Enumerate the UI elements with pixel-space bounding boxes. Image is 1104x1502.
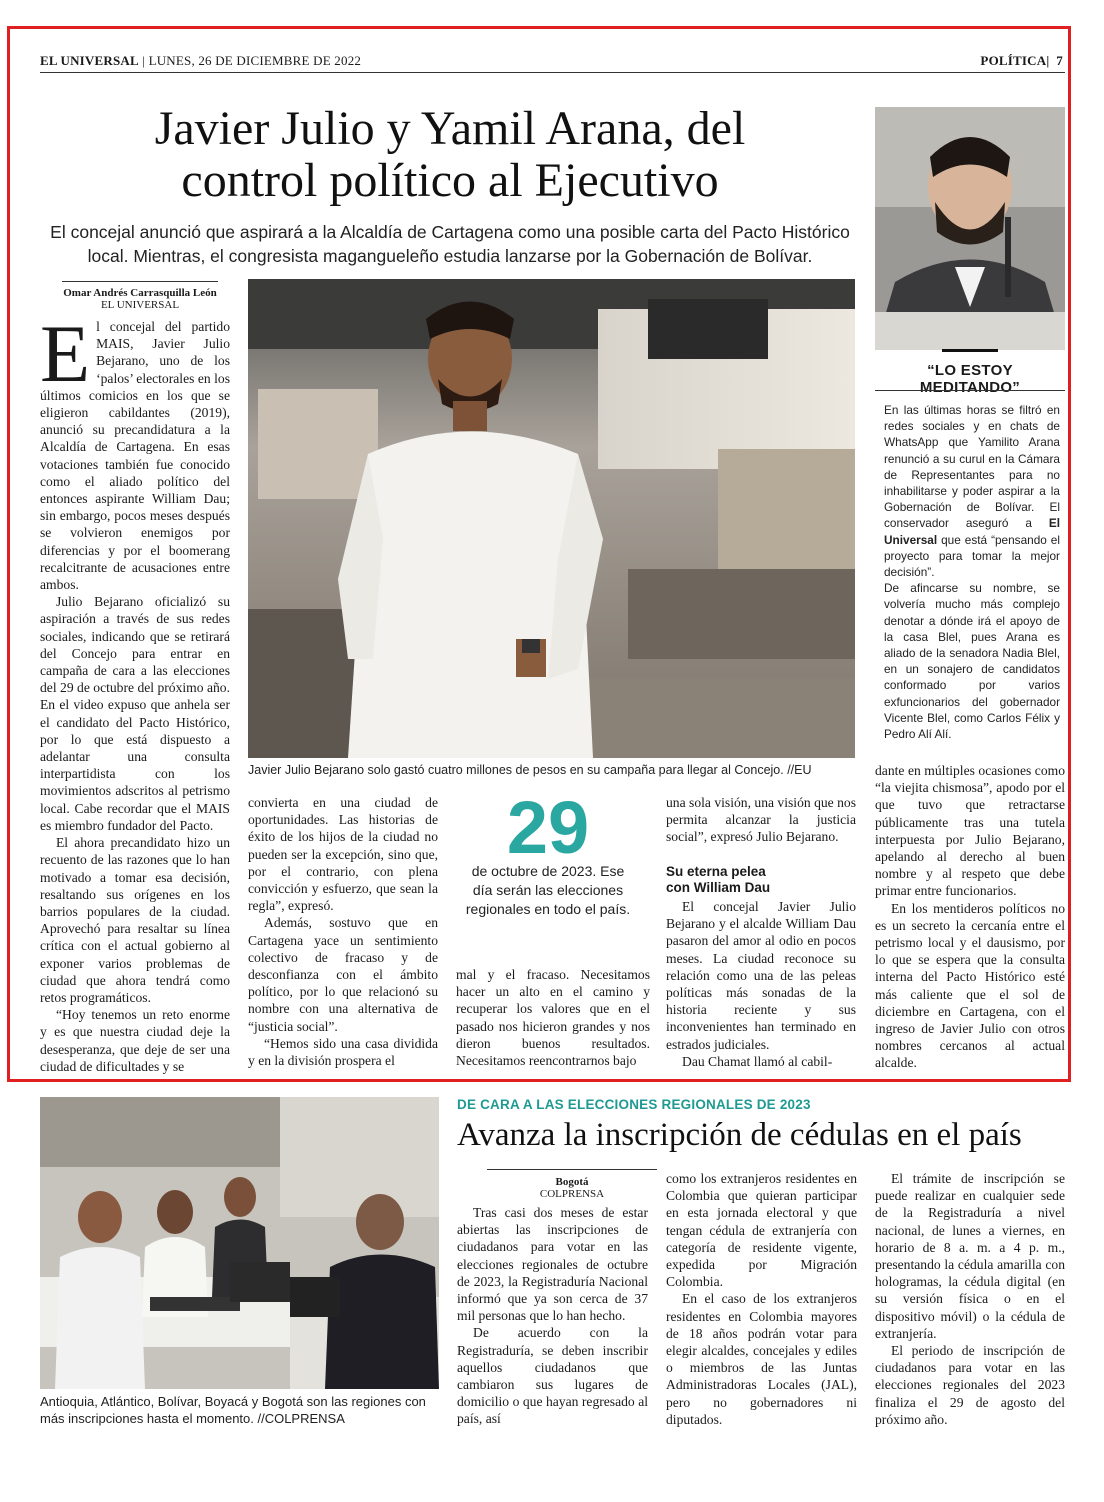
main-headline <box>40 103 860 207</box>
dropcap: E <box>40 308 91 399</box>
sidebar-paragraph-1a: En las últimas horas se filtró en redes sociales y en chats de WhatsApp que Yamilito Arana renunció a su curul en la Cámara de Representantes para no inhabilitarse y poder aspirar a la Gobernación de Bolívar. El conservador aseguró a <box>884 403 1060 531</box>
second-kicker: DE CARA A LAS ELECCIONES REGIONALES DE 2023 <box>457 1097 811 1112</box>
col5-paragraph-2: En los mentideros políticos no es un secreto la cercanía entre el petrismo local y el dausismo, por lo que se espera que la consulta interna del Pacto Histórico esté más caliente que el sol de diciembre en Cartagena, con el ingreso de Javier Julio con otros nombres cercanos al actual alcalde. <box>875 900 1065 1071</box>
author-outlet: EL UNIVERSAL <box>100 299 180 311</box>
second-byline-rule <box>487 1169 657 1170</box>
col3-paragraph-1: mal y el fracaso. Necesitamos hacer un alto en el camino y recuperar los valores que en el pasado nos hicieron grandes y nos dieron buenos resultados. Necesitamos reencontrarnos bajo <box>456 967 650 1069</box>
subhead-line-1: Su eterna pelea <box>666 864 766 879</box>
col5-paragraph-1: dante en múltiples ocasiones como “la viejita chismosa”, apodo por el que tuvo que retractarse públicamente tras una tutela interpuesta por Julio Bejarano, apelando al derecho al buen nombre y al respeto que debe primar entre funcionarios. <box>875 763 1065 899</box>
col1-paragraph-3: El ahora precandidato hizo un recuento de las razones que lo han motivado a tomar esa decisión, resaltando sus orígenes en los barrios populares de la ciudad. Aprovechó para resaltar su línea crítica con el actual gobierno al exponer varios problemas de ciudad que ahora tendrá como retos programáticos. <box>40 835 230 1005</box>
second-headline: Avanza la inscripción de cédulas en el país <box>457 1117 1022 1153</box>
second-photo <box>40 1097 439 1389</box>
main-photo-caption: Javier Julio Bejarano solo gastó cuatro millones de pesos en su campaña para llegar al Concejo. //EU <box>248 763 812 777</box>
sidebar-body <box>884 402 1060 742</box>
folio-rule <box>40 72 1065 73</box>
subhead <box>666 864 856 896</box>
main-photo <box>248 279 855 758</box>
col4-paragraph-1: El concejal Javier Julio Bejarano y el alcalde William Dau pasaron del amor al odio en pocos meses. La ciudad reconoce su relación como una de las peleas políticas más sonadas de la historia reciente y sus inconvenientes han terminado en estrados judiciales. <box>666 899 856 1052</box>
section-name: POLÍTICA <box>980 53 1047 68</box>
second-column-3 <box>875 1170 1065 1428</box>
sidebar-title: “LO ESTOY MEDITANDO” <box>919 362 1021 396</box>
second-col2-paragraph-1: como los extranjeros residentes en Colombia que quieran participar en esta jornada electoral y que tengan cédula de extranjería con categoría de residente vigente, expedida por Migración Colombia. <box>666 1171 857 1290</box>
second-col3-paragraph-1: El trámite de inscripción se puede realizar en cualquier sede de la Registraduría a nivel nacional, de lunes a viernes, en horario de 8 a. m. a 4 p. m., presentando la cédula amarilla con hologramas, la cédula digital (en su versión física o en el dispositivo móvil) o la cédula de extranjería. <box>875 1171 1065 1341</box>
second-col1-paragraph-1: Tras casi dos meses de estar abiertas las inscripciones de ciudadanos para votar en las elecciones regionales de octubre de 2023, la Registraduría Nacional informó que ya son cerca de 37 mil personas que lo han hecho. <box>457 1205 648 1324</box>
byline-rule <box>62 281 218 282</box>
second-column-2 <box>666 1170 857 1428</box>
second-byline <box>487 1176 657 1200</box>
main-column-4b <box>666 898 856 1070</box>
col1-paragraph-4: “Hoy tenemos un reto enorme y es que nuestra ciudad deje la desesperanza, que deje de ser una ciudad de dificultades y se <box>40 1007 230 1074</box>
deck-line-2: local. Mientras, el congresista magangueleño estudia lanzarse por la Gobernación de Bolívar. <box>87 246 813 266</box>
main-column-4 <box>666 794 856 846</box>
second-col2-paragraph-2: En el caso de los extranjeros residentes en Colombia mayores de 18 años podrán votar para elegir alcaldes, concejales y ediles o miembros de las Juntas Administradoras Locales (JAL), pero no gobernadores ni diputados. <box>666 1291 857 1427</box>
col2-paragraph-3: “Hemos sido una casa dividida y en la división prospera el <box>248 1035 438 1069</box>
second-col1-paragraph-2: De acuerdo con la Registraduría, se deben inscribir aquellos ciudadanos que cambiaron sus lugares de domicilio o que hayan regresado al país, así <box>457 1325 648 1427</box>
second-col3-paragraph-2: El periodo de inscripción de ciudadanos para votar en las elecciones regionales del 2023 finaliza el 29 de agosto del próximo año. <box>875 1343 1065 1427</box>
folio-left: EL UNIVERSAL | LUNES, 26 DE DICIEMBRE DE 2022 <box>40 53 362 68</box>
paper-name: EL UNIVERSAL <box>40 53 139 68</box>
author-name: Omar Andrés Carrasquilla León <box>63 287 217 299</box>
second-agency: COLPRENSA <box>539 1188 605 1200</box>
col4-paragraph-2: Dau Chamat llamó al cabil- <box>682 1053 833 1069</box>
main-column-2 <box>248 794 438 1069</box>
main-column-3 <box>456 966 650 1069</box>
main-column-5 <box>875 762 1065 1072</box>
col2-paragraph-2: Además, sostuvo que en Cartagena yace un sentimiento colectivo de fracaso y de desconfianza con el ámbito político, por lo que relacionó su nombre con una alternativa de “justicia social”. <box>248 915 438 1034</box>
col1-paragraph-1: l concejal del partido MAIS, Javier Julio Bejarano, uno de los ‘palos’ electorales en los últimos comicios en los que se eligieron cabildantes (2019), anunció su precandidatura a la Alcaldía de Cartagena. En esas votaciones también fue conocido como el aliado político del entonces aspirante William Dau; sin embargo, pocos meses después se volvieron enemigos por diferencias y por el boomerang recalcitrante de acusaciones entre ambos. <box>40 319 230 593</box>
second-place: Bogotá <box>555 1176 589 1188</box>
col2-paragraph-1: convierta en una ciudad de oportunidades. Las historias de éxito de los hijos de la ciudad no pueden ser la excepción, sino que, por el contrario, con plena convicción y esfuerzo, que sean la regla”, expresó. <box>248 795 438 914</box>
deck-line-1: El concejal anunció que aspirará a la Alcaldía de Cartagena como una posible carta del Pacto Histórico <box>50 222 850 242</box>
issue-date: LUNES, 26 DE DICIEMBRE DE 2022 <box>148 53 362 68</box>
sidebar-paragraph-2: De afincarse su nombre, se volvería mucho más complejo denotar a dónde irá el apoyo de la casa Blel, pues Arana es aliado de la senadora Nadia Blel, en un sonajero de candidatos conformado por varios exfuncionarios del gobernador Vicente Blel, como Carlos Félix y Pedro Alí Alí. <box>884 581 1060 742</box>
subhead-line-2: con William Dau <box>666 880 771 895</box>
main-column-1 <box>40 308 230 1075</box>
sidebar-paper-name: El Universal <box>884 516 1060 547</box>
headline-line-1: Javier Julio y Yamil Arana, del <box>154 102 746 155</box>
col4-top: una sola visión, una visión que nos permita alcanzar la justicia social”, expresó Julio Bejarano. <box>666 795 856 845</box>
second-photo-caption: Antioquia, Atlántico, Bolívar, Boyacá y Bogotá son las regiones con más inscripciones hasta el momento. //COLPRENSA <box>40 1394 426 1426</box>
sidebar-title-rule <box>875 390 1065 391</box>
second-column-1 <box>457 1204 648 1428</box>
folio-right: POLÍTICA| 7 <box>980 53 1063 68</box>
highlight-number: 29 <box>506 786 590 869</box>
main-deck <box>40 220 860 268</box>
headline-line-2: control político al Ejecutivo <box>181 154 719 207</box>
sidebar-paragraph-1c: que está “pensando el proyecto para tomar la mejor decisión”. <box>884 532 1060 580</box>
sidebar-rule <box>942 349 998 352</box>
highlight-text: de octubre de 2023. Ese día serán las elecciones regionales en todo el país. <box>465 863 631 917</box>
page-number: 7 <box>1056 53 1063 68</box>
col1-paragraph-2: Julio Bejarano oficializó su aspiración a través de sus redes sociales, indicando que se retirará del Concejo para entrar en campaña de cara a las elecciones del 29 de octubre del próximo año. En el video expuso que anhela ser el candidato del Pacto Histórico, por lo que está dispuesto a adelantar una consulta interpartidista con los movimientos adscritos al petrismo local. Cabe recordar que el MAIS es miembro fundador del Pacto. <box>40 594 230 833</box>
sidebar-photo <box>875 107 1065 350</box>
